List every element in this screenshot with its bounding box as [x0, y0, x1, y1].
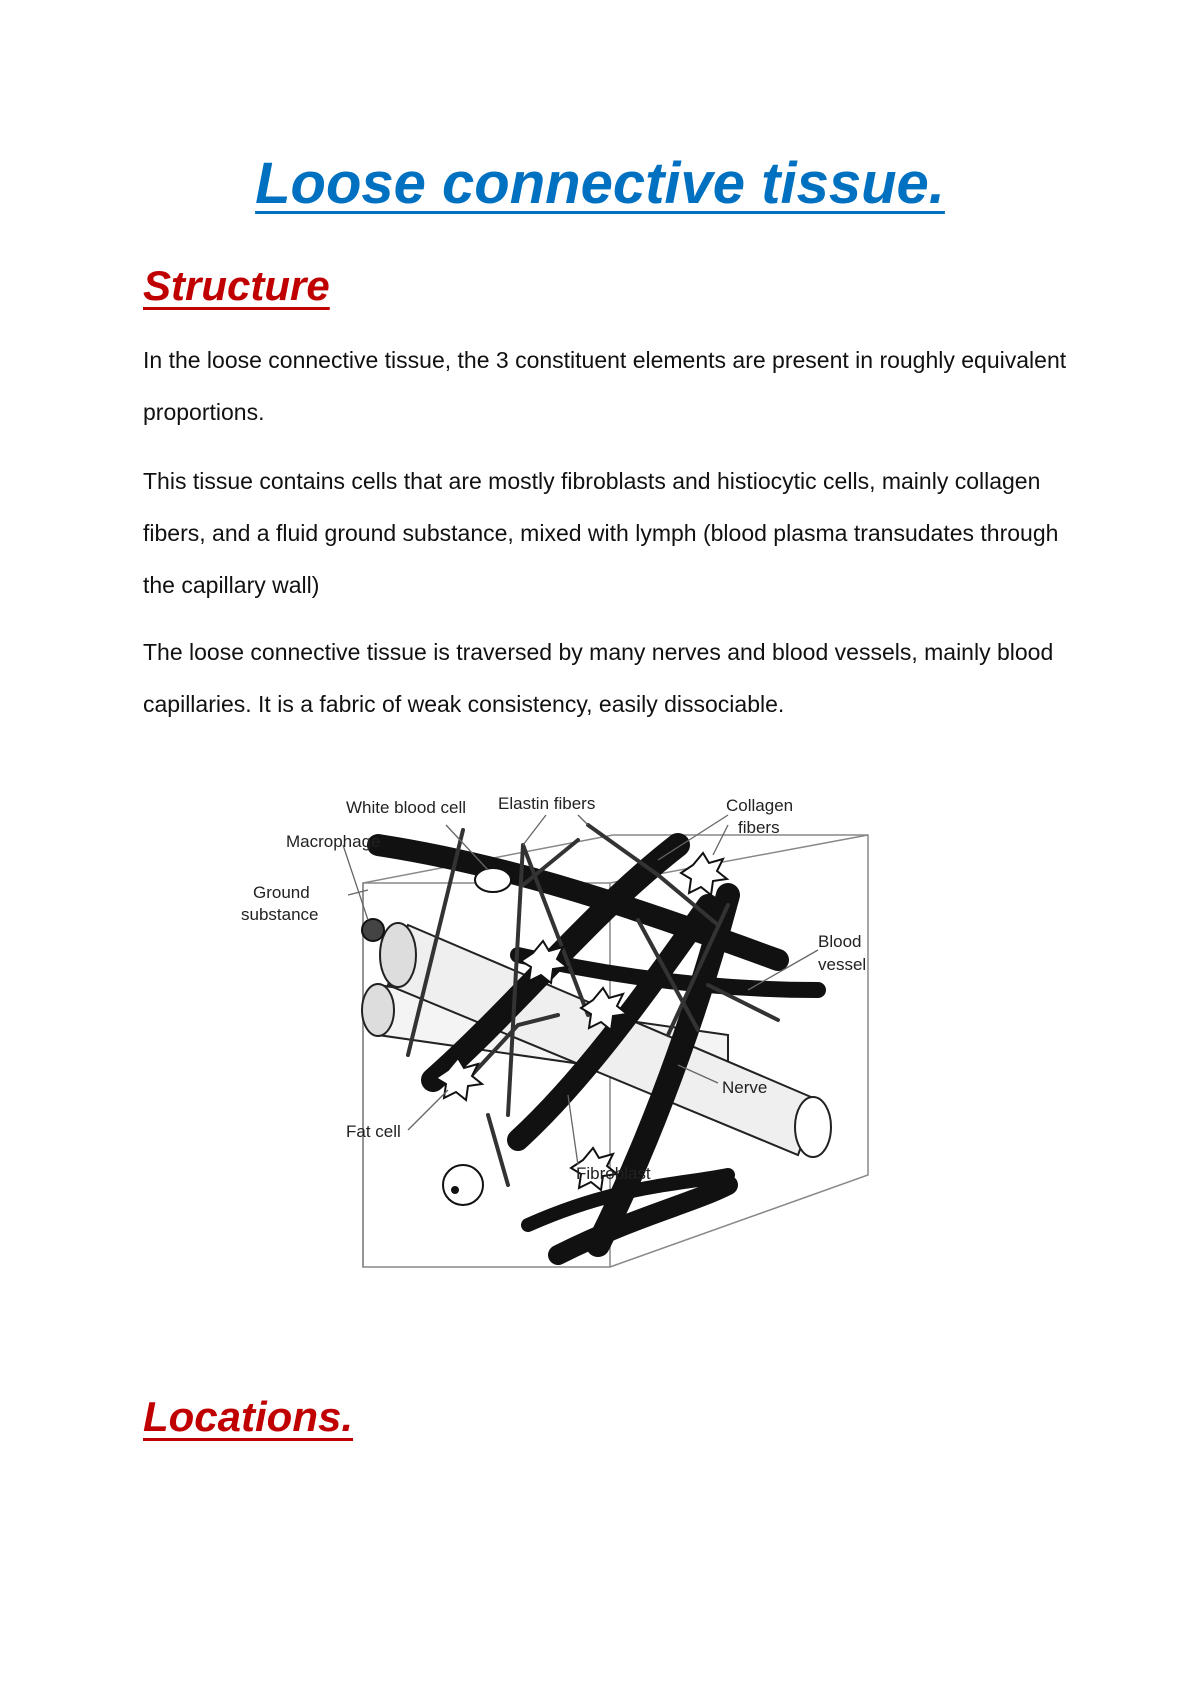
structure-paragraph-2: This tissue contains cells that are mostly fibroblasts and histiocytic cells, mainly collagen fibers, and a fluid ground substance, mixed with lymph (blood plasma transudates through the capillary wall) [143, 468, 1059, 598]
section-heading-locations: Locations. [143, 1393, 354, 1440]
white-blood-cell-drawing [475, 868, 511, 892]
label-nerve: Nerve [722, 1078, 768, 1097]
label-blood-vessel-2: vessel [818, 955, 867, 974]
label-collagen-fibers-2: fibers [738, 818, 780, 837]
label-fibroblast: Fibroblast [576, 1164, 651, 1183]
label-fat-cell: Fat cell [346, 1122, 401, 1141]
label-ground-substance-2: substance [241, 905, 319, 924]
structure-paragraph-3: The loose connective tissue is traversed by many nerves and blood vessels, mainly blood capillaries. It is a fabric of weak consistency, easily dissociable. [143, 639, 1054, 717]
label-macrophage: Macrophage [286, 832, 381, 851]
fat-cell-nucleus [451, 1186, 459, 1194]
fat-cell-drawing [443, 1165, 483, 1205]
label-collagen-fibers-1: Collagen [726, 796, 794, 815]
section-heading-structure: Structure [143, 262, 330, 309]
diagram-drawing [241, 785, 938, 1285]
label-white-blood-cell: White blood cell [346, 798, 467, 817]
label-blood-vessel-1: Blood [818, 932, 862, 951]
label-ground-substance-1: Ground [253, 883, 310, 902]
page-title: Loose connective tissue. [255, 151, 945, 216]
label-elastin-fibers: Elastin fibers [498, 794, 596, 813]
structure-paragraph-1: In the loose connective tissue, the 3 constituent elements are present in roughly equivalent proportions. [143, 347, 1067, 425]
connective-tissue-diagram [241, 785, 938, 1285]
macrophage-drawing [362, 919, 384, 941]
